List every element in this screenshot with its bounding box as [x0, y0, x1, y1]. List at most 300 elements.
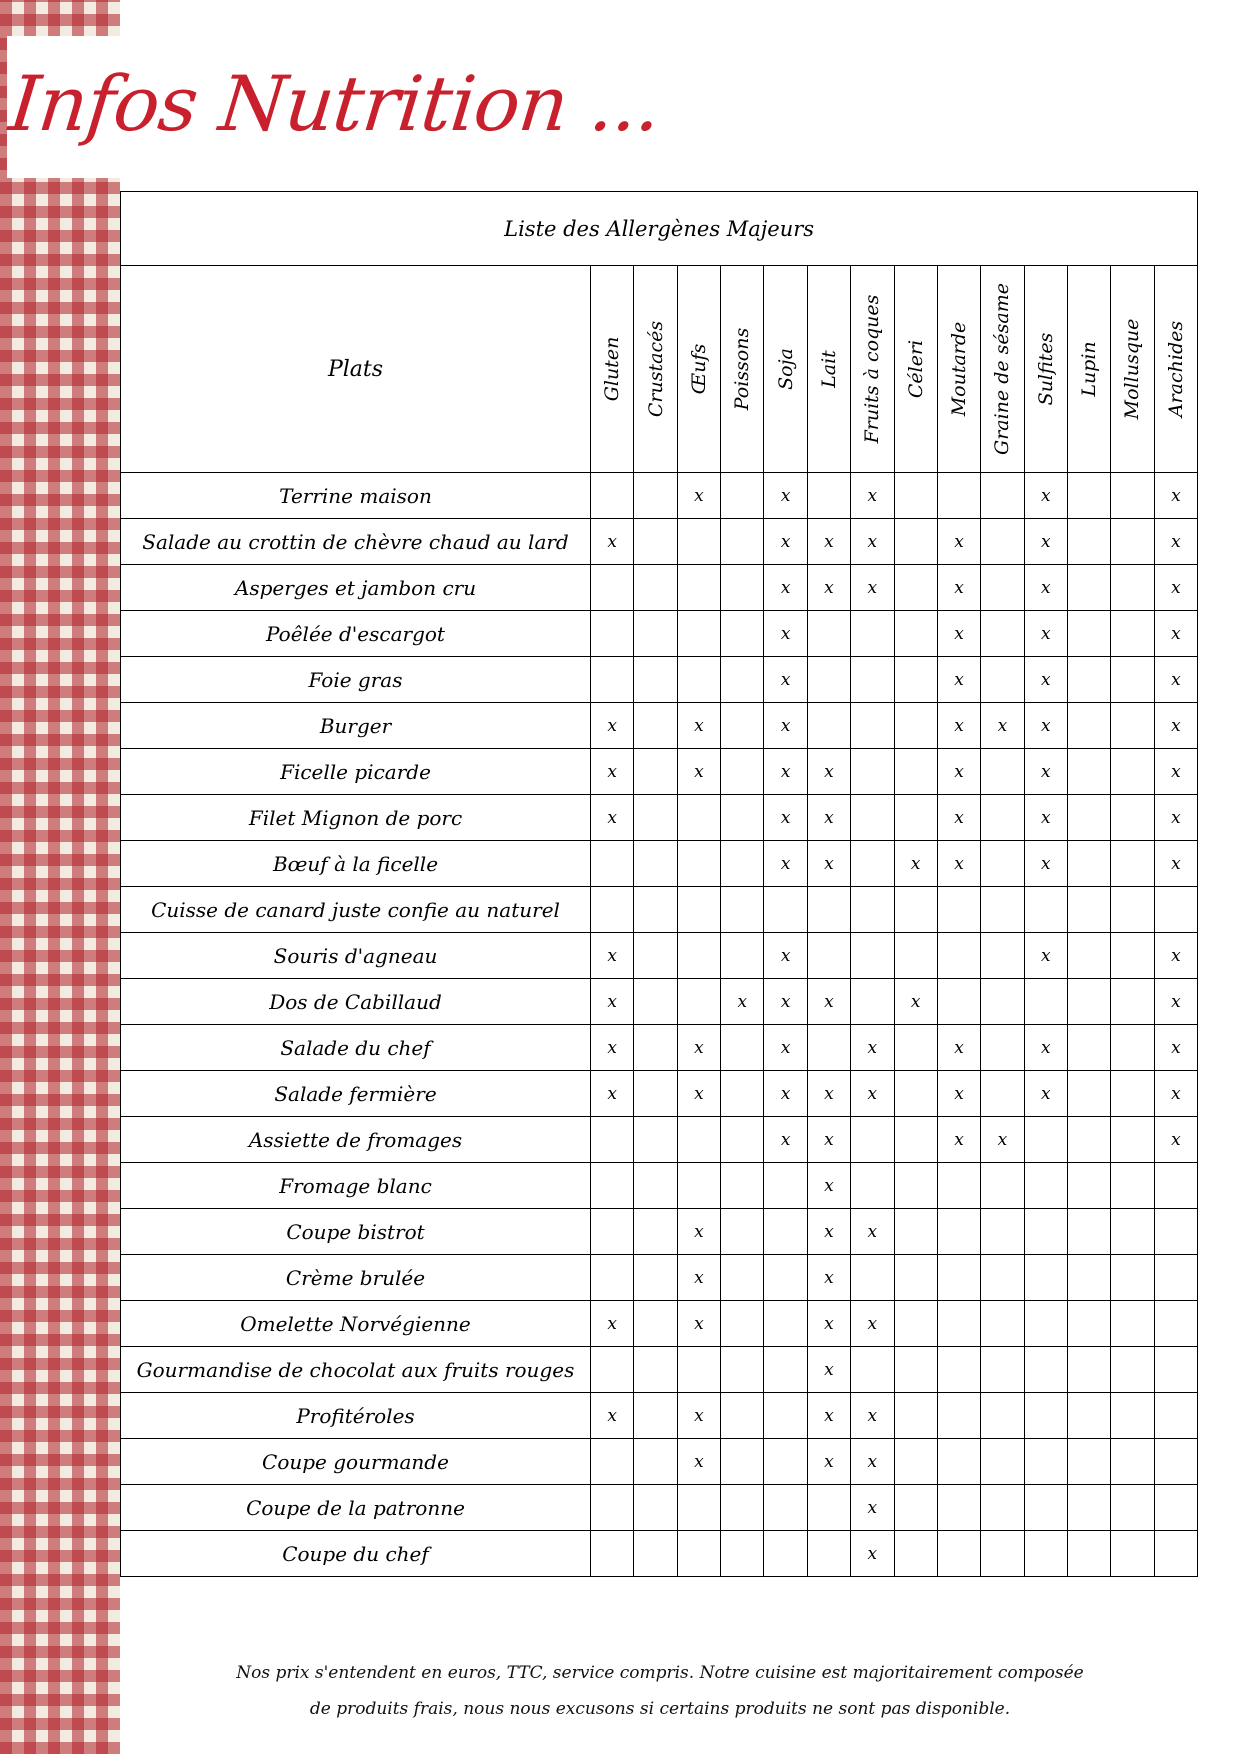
- dish-name: Assiette de fromages: [121, 1117, 591, 1163]
- empty-cell: [1067, 703, 1110, 749]
- empty-cell: [677, 657, 720, 703]
- allergen-mark: x: [591, 1301, 634, 1347]
- empty-cell: [981, 473, 1024, 519]
- allergen-mark: x: [851, 565, 894, 611]
- empty-cell: [807, 611, 850, 657]
- empty-cell: [894, 1255, 937, 1301]
- table-row: [121, 1071, 1198, 1117]
- dish-name: Coupe gourmande: [121, 1439, 591, 1485]
- allergen-mark: x: [807, 841, 850, 887]
- empty-cell: [1067, 1439, 1110, 1485]
- empty-cell: [851, 933, 894, 979]
- allergen-mark: x: [591, 519, 634, 565]
- empty-cell: [634, 749, 677, 795]
- allergen-label: Fruits à coques: [861, 294, 884, 444]
- empty-cell: [1154, 887, 1198, 933]
- allergen-mark: x: [807, 565, 850, 611]
- dish-name: Souris d'agneau: [121, 933, 591, 979]
- empty-cell: [591, 1209, 634, 1255]
- empty-cell: [1111, 979, 1154, 1025]
- allergen-mark: x: [1024, 749, 1067, 795]
- dish-name: Salade fermière: [121, 1071, 591, 1117]
- empty-cell: [1067, 1163, 1110, 1209]
- dish-name: Crème brulée: [121, 1255, 591, 1301]
- empty-cell: [894, 611, 937, 657]
- empty-cell: [721, 1393, 764, 1439]
- allergen-mark: x: [1154, 979, 1198, 1025]
- allergen-mark: x: [981, 703, 1024, 749]
- empty-cell: [591, 1347, 634, 1393]
- empty-cell: [1024, 1393, 1067, 1439]
- empty-cell: [894, 749, 937, 795]
- allergen-label: Arachides: [1164, 320, 1187, 418]
- allergen-mark: x: [807, 1439, 850, 1485]
- table-row: [121, 611, 1198, 657]
- empty-cell: [1024, 1485, 1067, 1531]
- allergen-mark: x: [937, 841, 980, 887]
- empty-cell: [591, 1439, 634, 1485]
- empty-cell: [721, 1071, 764, 1117]
- allergen-header: [1111, 266, 1154, 473]
- empty-cell: [981, 611, 1024, 657]
- empty-cell: [634, 841, 677, 887]
- allergen-mark: x: [677, 1255, 720, 1301]
- empty-cell: [677, 933, 720, 979]
- empty-cell: [981, 933, 1024, 979]
- allergen-mark: x: [591, 703, 634, 749]
- empty-cell: [677, 611, 720, 657]
- allergen-mark: x: [591, 979, 634, 1025]
- table-row: [121, 1117, 1198, 1163]
- empty-cell: [937, 1255, 980, 1301]
- allergen-mark: x: [591, 749, 634, 795]
- allergen-mark: x: [807, 1347, 850, 1393]
- empty-cell: [894, 1117, 937, 1163]
- allergen-label: Céleri: [904, 339, 927, 399]
- empty-cell: [721, 933, 764, 979]
- empty-cell: [851, 795, 894, 841]
- empty-cell: [721, 795, 764, 841]
- allergen-mark: x: [1154, 1117, 1198, 1163]
- empty-cell: [591, 1485, 634, 1531]
- empty-cell: [1067, 1255, 1110, 1301]
- empty-cell: [677, 519, 720, 565]
- empty-cell: [851, 703, 894, 749]
- allergen-mark: x: [1024, 841, 1067, 887]
- table-row: [121, 1025, 1198, 1071]
- allergen-mark: x: [937, 519, 980, 565]
- allergen-label: Crustacés: [644, 320, 667, 418]
- allergen-mark: x: [981, 1117, 1024, 1163]
- empty-cell: [894, 519, 937, 565]
- empty-cell: [894, 795, 937, 841]
- table-row: [121, 1531, 1198, 1577]
- allergen-mark: x: [591, 1025, 634, 1071]
- empty-cell: [591, 473, 634, 519]
- allergen-mark: x: [1024, 565, 1067, 611]
- allergen-label: Soja: [774, 348, 797, 390]
- table-row: [121, 841, 1198, 887]
- allergen-mark: x: [1024, 1071, 1067, 1117]
- empty-cell: [1154, 1209, 1198, 1255]
- empty-cell: [1111, 1485, 1154, 1531]
- table-row: [121, 749, 1198, 795]
- empty-cell: [721, 703, 764, 749]
- empty-cell: [851, 1347, 894, 1393]
- allergen-mark: x: [764, 657, 807, 703]
- allergen-mark: x: [677, 703, 720, 749]
- empty-cell: [1024, 1439, 1067, 1485]
- allergen-mark: x: [764, 473, 807, 519]
- allergen-mark: x: [591, 1393, 634, 1439]
- empty-cell: [677, 979, 720, 1025]
- allergen-mark: x: [764, 979, 807, 1025]
- empty-cell: [591, 1117, 634, 1163]
- table-row: [121, 887, 1198, 933]
- empty-cell: [764, 887, 807, 933]
- allergen-mark: x: [937, 1071, 980, 1117]
- empty-cell: [981, 565, 1024, 611]
- empty-cell: [1024, 1255, 1067, 1301]
- allergen-mark: x: [591, 933, 634, 979]
- allergen-mark: x: [1154, 795, 1198, 841]
- allergen-mark: x: [764, 933, 807, 979]
- allergen-mark: x: [807, 1071, 850, 1117]
- empty-cell: [677, 1163, 720, 1209]
- empty-cell: [1154, 1255, 1198, 1301]
- dish-name: Poêlée d'escargot: [121, 611, 591, 657]
- empty-cell: [677, 887, 720, 933]
- empty-cell: [721, 1117, 764, 1163]
- allergen-mark: x: [937, 703, 980, 749]
- empty-cell: [1111, 1439, 1154, 1485]
- allergen-mark: x: [1154, 565, 1198, 611]
- empty-cell: [1067, 887, 1110, 933]
- empty-cell: [677, 565, 720, 611]
- empty-cell: [1067, 1025, 1110, 1071]
- empty-cell: [721, 473, 764, 519]
- empty-cell: [721, 565, 764, 611]
- dish-name: Coupe de la patronne: [121, 1485, 591, 1531]
- dish-name: Bœuf à la ficelle: [121, 841, 591, 887]
- empty-cell: [851, 749, 894, 795]
- empty-cell: [677, 841, 720, 887]
- empty-cell: [981, 795, 1024, 841]
- empty-cell: [1111, 565, 1154, 611]
- empty-cell: [1111, 749, 1154, 795]
- empty-cell: [1111, 657, 1154, 703]
- empty-cell: [894, 1485, 937, 1531]
- empty-cell: [981, 749, 1024, 795]
- allergen-mark: x: [807, 1255, 850, 1301]
- empty-cell: [1067, 1071, 1110, 1117]
- allergen-label: Œufs: [687, 343, 710, 395]
- empty-cell: [1154, 1531, 1198, 1577]
- allergen-label: Gluten: [601, 336, 624, 402]
- allergen-label: Moutarde: [948, 321, 971, 417]
- empty-cell: [1154, 1393, 1198, 1439]
- footer-note: [140, 1655, 1180, 1727]
- empty-cell: [721, 1255, 764, 1301]
- page-title: Infos Nutrition ...: [5, 59, 665, 148]
- empty-cell: [721, 657, 764, 703]
- empty-cell: [807, 657, 850, 703]
- empty-cell: [1154, 1439, 1198, 1485]
- empty-cell: [634, 611, 677, 657]
- empty-cell: [981, 1025, 1024, 1071]
- empty-cell: [851, 979, 894, 1025]
- allergen-mark: x: [764, 841, 807, 887]
- allergen-mark: x: [1024, 611, 1067, 657]
- empty-cell: [981, 1071, 1024, 1117]
- empty-cell: [634, 519, 677, 565]
- allergen-mark: x: [1024, 473, 1067, 519]
- allergen-mark: x: [1154, 703, 1198, 749]
- empty-cell: [807, 1531, 850, 1577]
- empty-cell: [634, 1163, 677, 1209]
- empty-cell: [851, 611, 894, 657]
- table-row: [121, 703, 1198, 749]
- empty-cell: [634, 1255, 677, 1301]
- empty-cell: [721, 1025, 764, 1071]
- empty-cell: [591, 657, 634, 703]
- empty-cell: [807, 473, 850, 519]
- empty-cell: [1111, 1163, 1154, 1209]
- empty-cell: [981, 1209, 1024, 1255]
- empty-cell: [634, 1025, 677, 1071]
- empty-cell: [634, 703, 677, 749]
- allergen-header: [764, 266, 807, 473]
- empty-cell: [764, 1439, 807, 1485]
- table-row: [121, 1347, 1198, 1393]
- empty-cell: [764, 1531, 807, 1577]
- allergen-header: [894, 266, 937, 473]
- empty-cell: [937, 1301, 980, 1347]
- dish-name: Foie gras: [121, 657, 591, 703]
- allergen-header: [1154, 266, 1198, 473]
- table-row: [121, 1301, 1198, 1347]
- dish-name: Burger: [121, 703, 591, 749]
- table-row: [121, 933, 1198, 979]
- empty-cell: [721, 1301, 764, 1347]
- empty-cell: [677, 1531, 720, 1577]
- empty-cell: [1111, 933, 1154, 979]
- empty-cell: [1111, 703, 1154, 749]
- empty-cell: [721, 841, 764, 887]
- plats-header: Plats: [121, 266, 591, 473]
- allergen-mark: x: [1024, 657, 1067, 703]
- empty-cell: [894, 1347, 937, 1393]
- allergen-mark: x: [677, 1025, 720, 1071]
- gingham-border: [0, 0, 120, 1754]
- empty-cell: [1067, 1531, 1110, 1577]
- allergen-mark: x: [1154, 933, 1198, 979]
- empty-cell: [721, 611, 764, 657]
- allergen-mark: x: [591, 1071, 634, 1117]
- empty-cell: [634, 1301, 677, 1347]
- empty-cell: [764, 1209, 807, 1255]
- empty-cell: [981, 657, 1024, 703]
- table-row: [121, 979, 1198, 1025]
- empty-cell: [1154, 1485, 1198, 1531]
- allergen-mark: x: [851, 1301, 894, 1347]
- empty-cell: [721, 1209, 764, 1255]
- empty-cell: [807, 1025, 850, 1071]
- allergen-header-row: [121, 266, 1198, 473]
- empty-cell: [937, 1393, 980, 1439]
- table-row: [121, 565, 1198, 611]
- allergen-mark: x: [1154, 749, 1198, 795]
- empty-cell: [1111, 519, 1154, 565]
- empty-cell: [807, 933, 850, 979]
- empty-cell: [764, 1347, 807, 1393]
- empty-cell: [1154, 1163, 1198, 1209]
- allergen-mark: x: [1024, 519, 1067, 565]
- allergen-mark: x: [677, 1209, 720, 1255]
- empty-cell: [851, 657, 894, 703]
- allergen-mark: x: [764, 611, 807, 657]
- allergen-header: [634, 266, 677, 473]
- allergen-mark: x: [591, 795, 634, 841]
- allergen-mark: x: [937, 611, 980, 657]
- empty-cell: [677, 795, 720, 841]
- empty-cell: [894, 703, 937, 749]
- table-row: [121, 657, 1198, 703]
- dish-name: Profitéroles: [121, 1393, 591, 1439]
- empty-cell: [894, 1393, 937, 1439]
- empty-cell: [634, 1531, 677, 1577]
- empty-cell: [981, 841, 1024, 887]
- allergen-label: Lupin: [1078, 341, 1101, 397]
- empty-cell: [1067, 1209, 1110, 1255]
- allergen-header: [1024, 266, 1067, 473]
- allergen-mark: x: [807, 519, 850, 565]
- allergen-label: Sulfites: [1034, 332, 1057, 406]
- footer-line-2: de produits frais, nous nous excusons si certains produits ne sont pas disponible.: [309, 1699, 1011, 1719]
- dish-name: Terrine maison: [121, 473, 591, 519]
- empty-cell: [937, 1347, 980, 1393]
- dish-name: Coupe bistrot: [121, 1209, 591, 1255]
- empty-cell: [1067, 1485, 1110, 1531]
- empty-cell: [1111, 1117, 1154, 1163]
- empty-cell: [1111, 795, 1154, 841]
- empty-cell: [807, 703, 850, 749]
- empty-cell: [764, 1301, 807, 1347]
- dish-name: Omelette Norvégienne: [121, 1301, 591, 1347]
- table-row: [121, 1163, 1198, 1209]
- empty-cell: [591, 841, 634, 887]
- empty-cell: [634, 1393, 677, 1439]
- empty-cell: [764, 1485, 807, 1531]
- empty-cell: [981, 887, 1024, 933]
- table-row: [121, 1255, 1198, 1301]
- empty-cell: [1111, 1347, 1154, 1393]
- empty-cell: [1067, 933, 1110, 979]
- empty-cell: [1067, 1393, 1110, 1439]
- allergen-mark: x: [1024, 795, 1067, 841]
- allergen-mark: x: [937, 657, 980, 703]
- allergen-mark: x: [807, 979, 850, 1025]
- empty-cell: [591, 611, 634, 657]
- allergen-mark: x: [677, 1393, 720, 1439]
- empty-cell: [981, 1485, 1024, 1531]
- empty-cell: [634, 795, 677, 841]
- table-row: [121, 795, 1198, 841]
- empty-cell: [981, 1301, 1024, 1347]
- empty-cell: [851, 1117, 894, 1163]
- empty-cell: [981, 979, 1024, 1025]
- allergen-mark: x: [764, 519, 807, 565]
- empty-cell: [634, 979, 677, 1025]
- allergen-mark: x: [1024, 1025, 1067, 1071]
- footer-line-1: Nos prix s'entendent en euros, TTC, service compris. Notre cuisine est majoritairement composée: [236, 1663, 1084, 1683]
- empty-cell: [591, 1163, 634, 1209]
- allergen-mark: x: [937, 565, 980, 611]
- empty-cell: [894, 473, 937, 519]
- empty-cell: [937, 933, 980, 979]
- allergen-header: [937, 266, 980, 473]
- allergen-mark: x: [1024, 703, 1067, 749]
- allergen-mark: x: [807, 1117, 850, 1163]
- empty-cell: [1067, 795, 1110, 841]
- allergen-mark: x: [851, 1531, 894, 1577]
- empty-cell: [634, 1485, 677, 1531]
- allergen-header: [981, 266, 1024, 473]
- empty-cell: [677, 1117, 720, 1163]
- empty-cell: [851, 1255, 894, 1301]
- empty-cell: [764, 1255, 807, 1301]
- allergen-mark: x: [721, 979, 764, 1025]
- allergen-mark: x: [764, 795, 807, 841]
- empty-cell: [677, 1347, 720, 1393]
- empty-cell: [634, 657, 677, 703]
- table-row: [121, 1485, 1198, 1531]
- empty-cell: [1024, 1347, 1067, 1393]
- allergen-header: [1067, 266, 1110, 473]
- empty-cell: [1067, 565, 1110, 611]
- empty-cell: [1067, 841, 1110, 887]
- allergen-mark: x: [677, 473, 720, 519]
- allergen-mark: x: [851, 1439, 894, 1485]
- empty-cell: [807, 1485, 850, 1531]
- allergen-mark: x: [1154, 519, 1198, 565]
- allergen-mark: x: [764, 1071, 807, 1117]
- table-row: [121, 519, 1198, 565]
- empty-cell: [1024, 1531, 1067, 1577]
- empty-cell: [981, 1163, 1024, 1209]
- allergen-header: [677, 266, 720, 473]
- allergen-mark: x: [764, 1025, 807, 1071]
- empty-cell: [634, 565, 677, 611]
- empty-cell: [1111, 1025, 1154, 1071]
- allergen-mark: x: [677, 1071, 720, 1117]
- empty-cell: [1111, 1255, 1154, 1301]
- empty-cell: [1024, 1163, 1067, 1209]
- empty-cell: [894, 933, 937, 979]
- empty-cell: [634, 1117, 677, 1163]
- empty-cell: [981, 1255, 1024, 1301]
- empty-cell: [1154, 1301, 1198, 1347]
- empty-cell: [1111, 1393, 1154, 1439]
- empty-cell: [1024, 1209, 1067, 1255]
- dish-name: Dos de Cabillaud: [121, 979, 591, 1025]
- empty-cell: [1067, 611, 1110, 657]
- empty-cell: [634, 1439, 677, 1485]
- allergen-mark: x: [1154, 657, 1198, 703]
- empty-cell: [591, 1531, 634, 1577]
- empty-cell: [634, 1347, 677, 1393]
- empty-cell: [721, 749, 764, 795]
